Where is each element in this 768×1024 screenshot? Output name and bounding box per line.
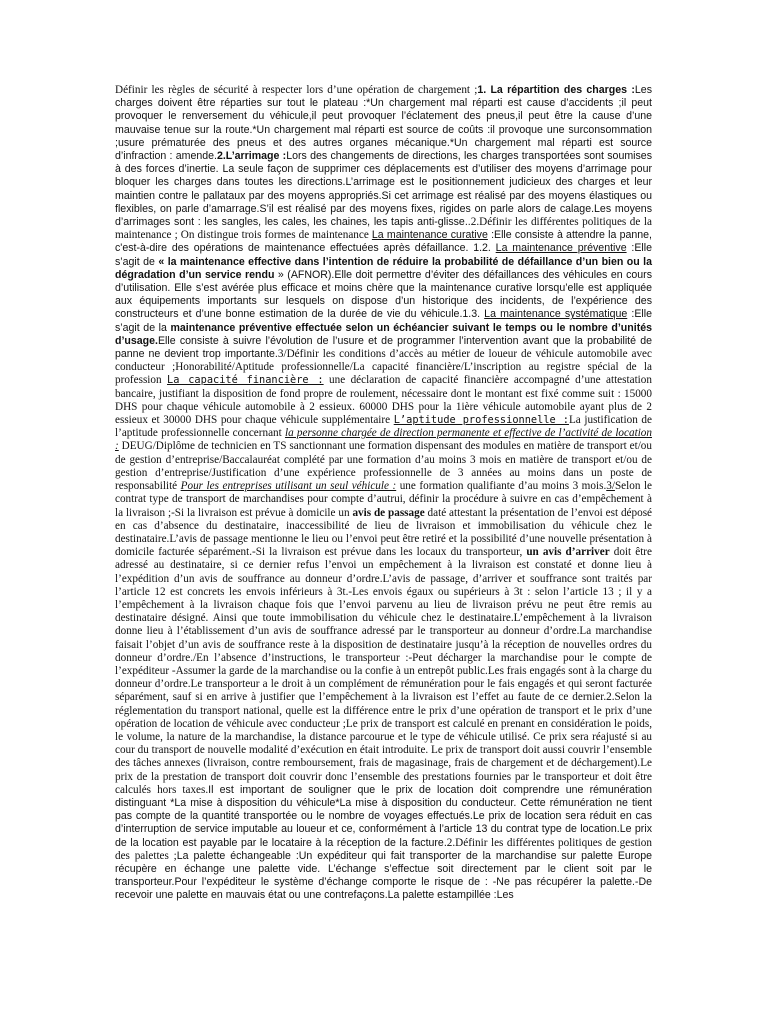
- text-run: :Elle consiste à attendre la panne, c'est-à-dire des opérations de maintenance effectuées après défaillance. 1.2.: [115, 229, 653, 255]
- text-run: un avis d’arriver: [526, 546, 610, 559]
- text-run: maintenance préventive effectuée selon un échéancier suivant le temps ou le nombre d’unités d’usage.: [115, 321, 653, 347]
- text-run: Lors des changements de directions, les charges transportées sont soumises à des forces d’inertie. La seule façon de supprimer ces déplacements est d’utiliser des moyens d’arrimage pour bloquer les charges dans toutes les directions.L’arrimage est le positionnement judicieux des charges et leur maintien contre le pallataux par des moyens appropriés.Si cet arrimage est réalisé par des moyens élastiques ou flexibles, on parle d’amarrage.S’il est réalisé par des moyens fixes, rigides on parle alors de calage.Les moyens d’arrimages sont : les sangles, les cales, les chaines, les tapis anti-glisse..: [115, 150, 652, 229]
- text-run: » (AFNOR).Elle doit permettre d’éviter des défaillances des véhicules en cours d’utilisation. Elle s’est avérée plus efficace et moins chère que la maintenance curative lorsqu’elle est appliquée aux équipements importants sur lesquels on dispose d’un historique des incidents, de l’expérience des constructeurs et d’une bonne estimation de la durée de vie du véhicule.1.3.: [115, 268, 652, 321]
- text-run: la personne chargée de direction permanente et effective de l’activité de location :: [115, 427, 652, 453]
- text-run: Les charges doivent être réparties sur tout le plateau :*Un chargement mal réparti est cause d’accidents ;il peut provoquer le renversement du véhicule,il peut provoquer l’éclatement des pneus,il peut être la cause d’une mauvaise tenue sur la route.*Un chargement mal réparti est source de coûts :il provoque une surconsommation ;usure prématurée des pneus et des autres organes mécanique.*Un chargement mal réparti est source d’infraction : amende.: [115, 84, 652, 163]
- text-run: Définir les règles de sécurité à respecter lors d’une opération de chargement ;: [115, 84, 478, 96]
- text-run: La maintenance préventive: [495, 242, 627, 255]
- text-run: La maintenance systématique: [484, 308, 628, 321]
- text-run: Pour les entreprises utilisant un seul véhicule :: [180, 480, 397, 493]
- text-run: 2.Définir les différentes politiques de gestion des palettes ;: [115, 836, 652, 862]
- text-run: 2.L’arrimage :: [216, 150, 287, 163]
- text-run: La justification de l’aptitude professionnelle concernant: [115, 414, 652, 440]
- text-run: Selon le contrat type de transport de marchandises pour compte d’autrui, définir la procédure à suivre en cas d’empêchement à la livraison ;-Si la livraison est prévue à domicile un: [115, 480, 653, 519]
- text-run: daté attestant la présentation de l’envoi est déposé en cas d’absence du destinataire, inaccessibilité de lieu de livraison et immobilisation du véhicule chez le destinataire.L’avis de passage mentionne le lieu ou l’envoi peut être retiré et la possibilité d’une nouvelle présentation à domicile facturée séparément.-Si la livraison est prévue dans les locaux du transporteur,: [115, 506, 653, 559]
- text-run: 3/: [606, 480, 615, 493]
- text-run: 3/Définir les conditions d’accès au métier de loueur de véhicule automobile avec conducteur ;Honorabilité/Aptitude professionnelle/La capacité financière/L’inscription au registre spécial de la profession: [115, 348, 652, 387]
- text-run: L’aptitude professionnelle :: [393, 414, 569, 427]
- text-run: « la maintenance effective dans l’intention de réduire la probabilité de défaillance d’un bien ou la dégradation d’un service rendu: [115, 255, 652, 281]
- text-run: doit être adressé au destinataire, si ce dernier refus l’envoi un empêchement à la livraison est constaté et donne lieu à l’expédition d’un avis de souffrance au donneur d’ordre.L’avis de passage, d’arriver et souffrance sont traités par l’article 12 est concrets les envois inférieurs à 3t.-Les envois égaux ou supérieurs à 3t : selon l’article 13 ; il y a l’empêchement à la livraison chaque fois que l’envoi parvenu au lieu de livraison prévu ne peut être remis au destinataire désigné. Ainsi que toute immobilisation du véhicule chez le destinataire.L’empêchement à la livraison donne lieu à l’établissement d’un avis de souffrance adressé par le transporteur au donneur d’ordre.La marchandise faisait l’objet d’un avis de souffrance reste à la disposition de destinataire jusqu’à la réception de nouvelles ordres du donneur d’ordre./En l’absence d’instructions, le transporteur :-Peut décharger la marchandise pour le compte de l’expéditeur -Assumer la garde de la marchandise ou la confie à un entrepôt public.Les frais engagés sont à la charge du donneur d’ordre.Le transporteur a le droit à un complément de rémunération pour le fais engagés et qui seront facturée séparément, sauf si en arrive à justifier que l’empêchement à la livraison est l’effet au faute de ce dernier.2.Selon la réglementation du transport national, quelle est la différence entre le prix d’une opération de transport et le prix d’une opération de location de véhicule avec conducteur ;Le prix de transport est calculé en prenant en considération le poids, le volume, la nature de la marchandise, la distance parcourue et le type de véhicule utilisé. Ce prix sera réajusté si au cour du transport de nouvelle modalité d’exécution en était introduite. Le prix de transport doit aussi couvrir l’ensemble des tâches annexes (livraison, contre remboursement, frais de magasinage, frais de chargement et de déchargement).Le prix de la prestation de transport doit couvrir donc l’ensemble des prestations fournies par le transporteur et doit être calculés hors taxes.: [115, 546, 652, 796]
- document-page: [115, 84, 652, 903]
- text-run: 2.Définir les différentes politiques de la maintenance ; On distingue trois formes de maintenance: [115, 216, 652, 242]
- text-run: Il est important de souligner que le prix de location doit comprendre une rémunération distinguant *La mise à disposition du véhicule*La mise à disposition du conducteur. Cette rémunération ne tient pas compte de la quantité transportée ou le nombre de voyages effectués.Le prix de location sera réduit en cas d’interruption de service imputable au loueur et ce, conformément à l’article 13 du contrat type de location.Le prix de la location est payable par le locataire à la réception de la facture.: [115, 783, 652, 849]
- text-run: La maintenance curative: [371, 229, 488, 242]
- text-run: une formation qualifiante d’au moins 3 mois.: [396, 480, 607, 493]
- text-run: :Elle s’agit de la: [115, 308, 652, 334]
- document-body: [115, 84, 652, 903]
- text-run: avis de passage: [352, 506, 425, 519]
- text-run: une déclaration de capacité financière accompagné d’une attestation bancaire, justifiant la disposition de fond propre de roulement, nécessaire dont le montant est fixé comme suit : 15000 DHS pour chaque véhicule automobile à 2 essieux. 60000 DHS pour la 1ière véhicule automobile ayant plus de 2 essieux et 30000 DHS pour chaque véhicule supplémentaire: [115, 374, 652, 427]
- text-run: Elle consiste à suivre l’évolution de l’usure et de programmer l’intervention avant que la probabilité de panne ne devient trop importante.: [115, 334, 652, 361]
- text-run: :Elle s’agit de: [115, 242, 652, 268]
- text-run: DEUG/Diplôme de technicien en TS sanctionnant une formation dispensant des modules en matière de transport et/ou de gestion d’entreprise/Baccalauréat complété par une formation d’au moins 3 mois en matière de transport et/ou de gestion d’entreprise/Justification d’une expérience professionnelle de 3 années au moins dans un poste de responsabilité: [115, 440, 652, 493]
- text-run: 1. La répartition des charges :: [477, 84, 635, 96]
- text-run: La palette échangeable :Un expéditeur qui fait transporter de la marchandise sur palette Europe récupère en échange une palette vide. L’échange s’effectue soit directement par le client soit par le transporteur.Pour l’expéditeur le système d’échange comporte le risque de : -Ne pas récupérer la palette.-De recevoir une palette en mauvais état ou une contrefaçons.La palette estampillée :Les: [115, 849, 652, 902]
- text-run: La capacité financière :: [167, 374, 324, 387]
